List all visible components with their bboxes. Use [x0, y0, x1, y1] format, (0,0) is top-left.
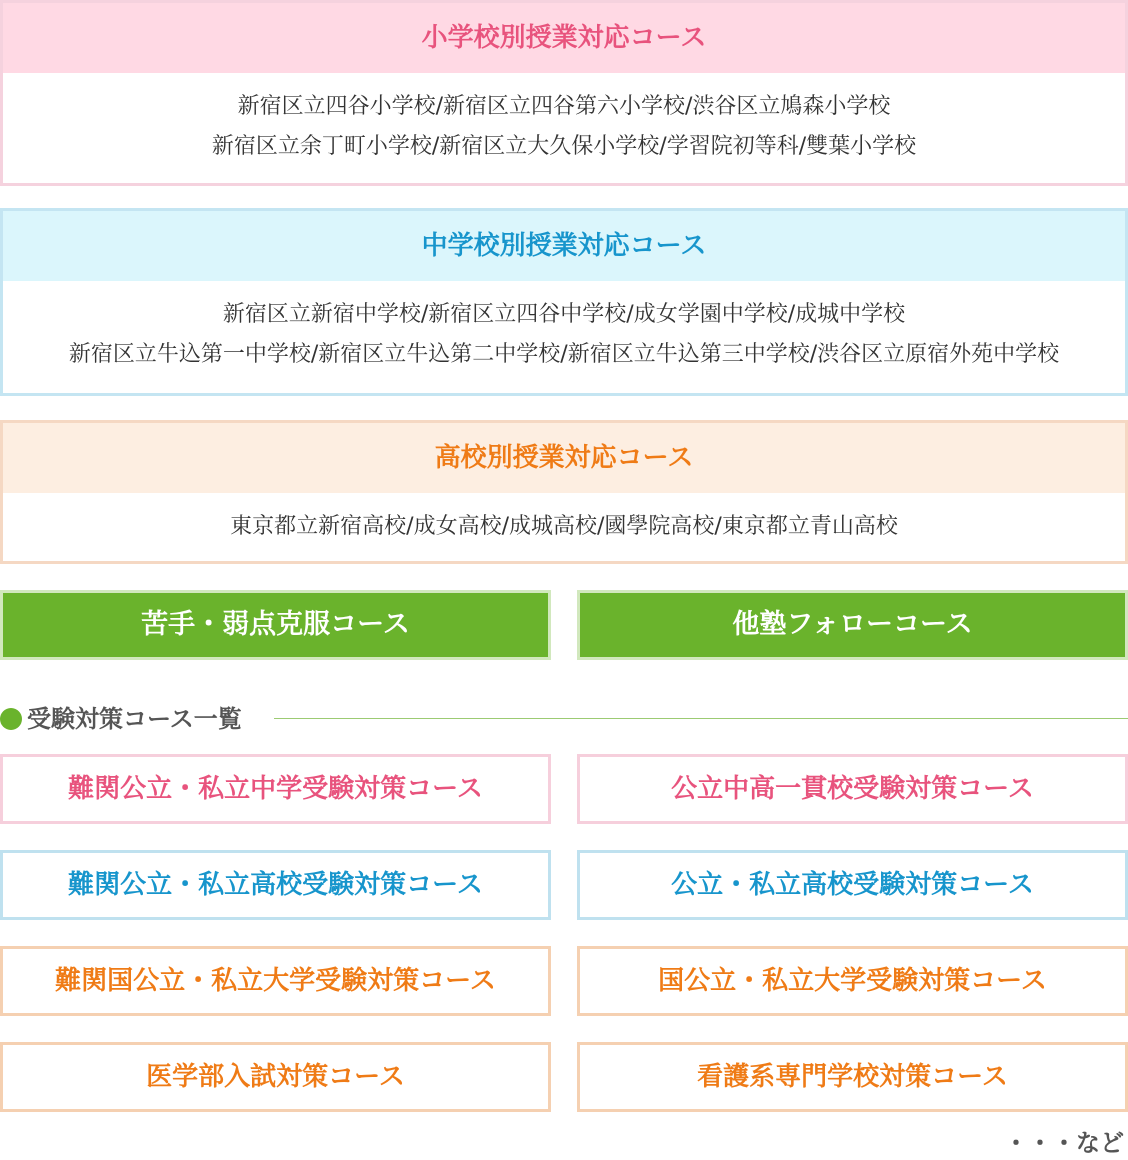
etc-note: ・・・など [1004, 1129, 1124, 1157]
middle-school-line-2: 新宿区立牛込第一中学校/新宿区立牛込第二中学校/新宿区立牛込第三中学校/渋谷区立原宿外苑中学校 [68, 342, 1060, 367]
elementary-course-box [0, 0, 1128, 186]
exam-section-title: 受験対策コース一覧 [27, 705, 242, 733]
elementary-course-title: 小学校別授業対応コース [3, 3, 1125, 73]
high-course-box [0, 420, 1128, 564]
high-school-list [3, 493, 1125, 547]
exam-course-button[interactable]: 医学部入試対策コース [0, 1042, 551, 1112]
high-course-title: 高校別授業対応コース [3, 423, 1125, 493]
elementary-school-line-1: 新宿区立四谷小学校/新宿区立四谷第六小学校/渋谷区立鳩森小学校 [237, 94, 891, 119]
middle-school-line-1: 新宿区立新宿中学校/新宿区立四谷中学校/成女学園中学校/成城中学校 [222, 302, 906, 327]
bullet-dot-icon [0, 708, 22, 730]
middle-course-box [0, 208, 1128, 396]
exam-course-button[interactable]: 難関国公立・私立大学受験対策コース [0, 946, 551, 1016]
elementary-school-line-2: 新宿区立余丁町小学校/新宿区立大久保小学校/学習院初等科/雙葉小学校 [211, 134, 917, 159]
high-school-line-1: 東京都立新宿高校/成女高校/成城高校/國學院高校/東京都立青山高校 [230, 514, 898, 539]
exam-course-button[interactable]: 看護系専門学校対策コース [577, 1042, 1128, 1112]
heading-divider [274, 718, 1128, 719]
exam-course-button[interactable]: 国公立・私立大学受験対策コース [577, 946, 1128, 1016]
exam-course-button[interactable]: 難関公立・私立高校受験対策コース [0, 850, 551, 920]
exam-section-heading [0, 704, 1128, 734]
follow-course-button[interactable]: 他塾フォローコース [577, 590, 1128, 660]
exam-course-button[interactable]: 公立・私立高校受験対策コース [577, 850, 1128, 920]
exam-course-button[interactable]: 難関公立・私立中学受験対策コース [0, 754, 551, 824]
elementary-school-list [3, 73, 1125, 167]
weak-point-course-button[interactable]: 苦手・弱点克服コース [0, 590, 551, 660]
middle-course-title: 中学校別授業対応コース [3, 211, 1125, 281]
exam-course-button[interactable]: 公立中高一貫校受験対策コース [577, 754, 1128, 824]
middle-school-list [3, 281, 1125, 375]
